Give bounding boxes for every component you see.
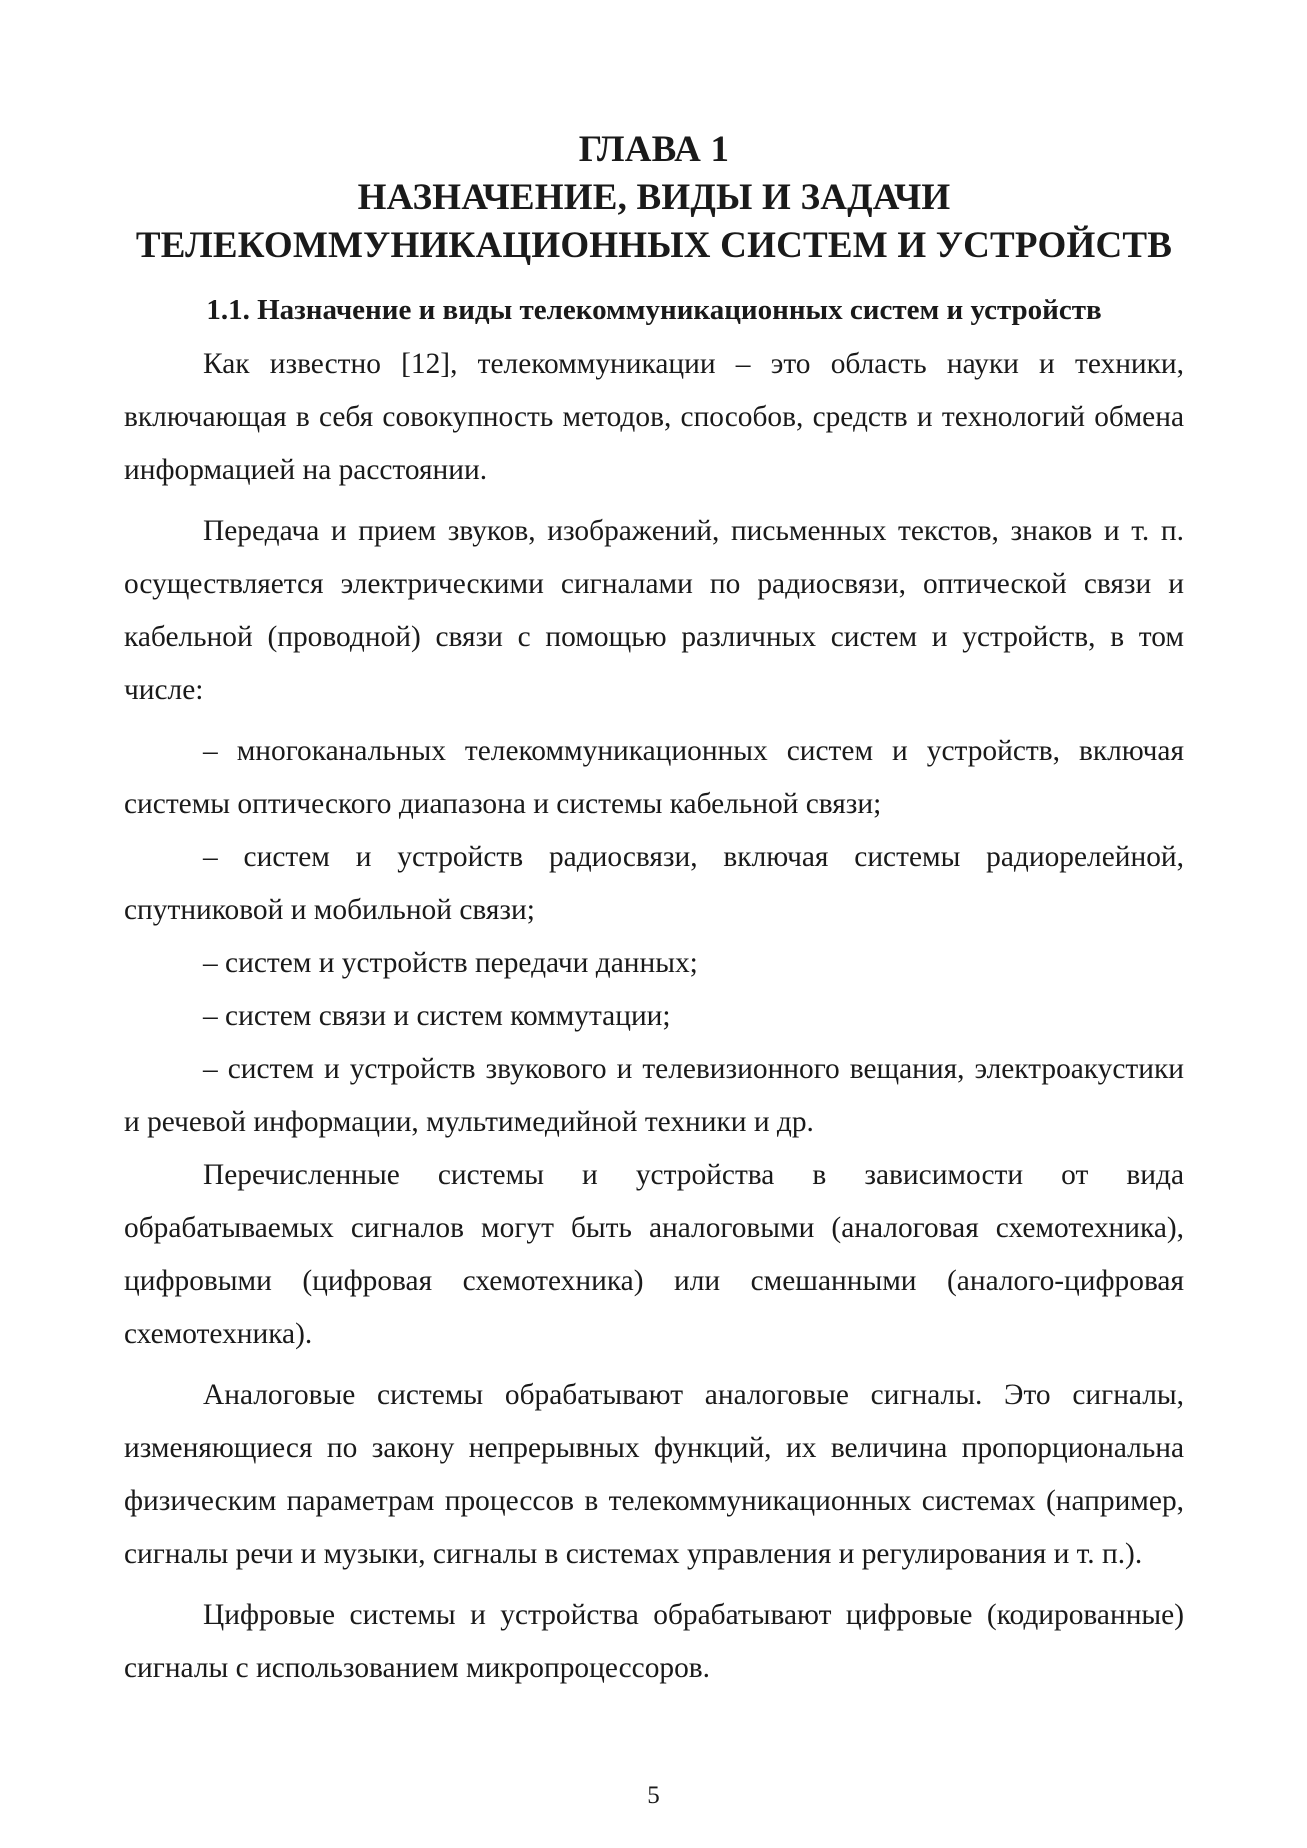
chapter-title-line-1: НАЗНАЧЕНИЕ, ВИДЫ И ЗАДАЧИ [357, 177, 951, 218]
paragraph-3: Перечисленные системы и устройства в зависимости от вида обрабатываемых сигналов могут быть аналоговыми (аналоговая схемотехника), цифровыми (цифровая схемотехника) или смешанными (аналого-цифровая схемотехника). [124, 1159, 1184, 1350]
chapter-title-line-2: ТЕЛЕКОММУНИКАЦИОННЫХ СИСТЕМ И УСТРОЙСТВ [135, 225, 1173, 266]
chapter-title [124, 128, 1184, 268]
list-item-1: – многоканальных телекоммуникационных систем и устройств, включая системы оптического диапазона и системы кабельной связи; [124, 735, 1184, 820]
list-item-3: – систем и устройств передачи данных; [203, 947, 698, 979]
paragraph-4: Аналоговые системы обрабатывают аналоговые сигналы. Это сигналы, изменяющиеся по закону непрерывных функций, их величина пропорциональна физическим параметрам процессов в телекоммуникационных системах (например, сигналы речи и музыки, сигналы в системах управления и регулирования и т. п.). [124, 1379, 1184, 1570]
chapter-label: ГЛАВА 1 [578, 129, 730, 170]
paragraph-2: Передача и прием звуков, изображений, письменных текстов, знаков и т. п. осуществляется электрическими сигналами по радиосвязи, оптической связи и кабельной (проводной) связи с помощью различных систем и устройств, в том числе: [124, 515, 1184, 706]
page-number: 5 [647, 1782, 660, 1809]
paragraph-1: Как известно [12], телекоммуникации – это область науки и техники, включающая в себя совокупность методов, способов, средств и технологий обмена информацией на расстоянии. [124, 348, 1184, 486]
list-item-4: – систем связи и систем коммутации; [203, 1000, 671, 1032]
list-item-5: – систем и устройств звукового и телевизионного вещания, электроакустики и речевой информации, мультимедийной техники и др. [124, 1053, 1184, 1138]
paragraph-5: Цифровые системы и устройства обрабатывают цифровые (кодированные) сигналы с использованием микропроцессоров. [124, 1599, 1184, 1684]
section-heading: 1.1. Назначение и виды телекоммуникационных систем и устройств [206, 294, 1102, 326]
list-item-2: – систем и устройств радиосвязи, включая системы радиорелейной, спутниковой и мобильной связи; [124, 841, 1184, 926]
body-text [124, 338, 1184, 1695]
